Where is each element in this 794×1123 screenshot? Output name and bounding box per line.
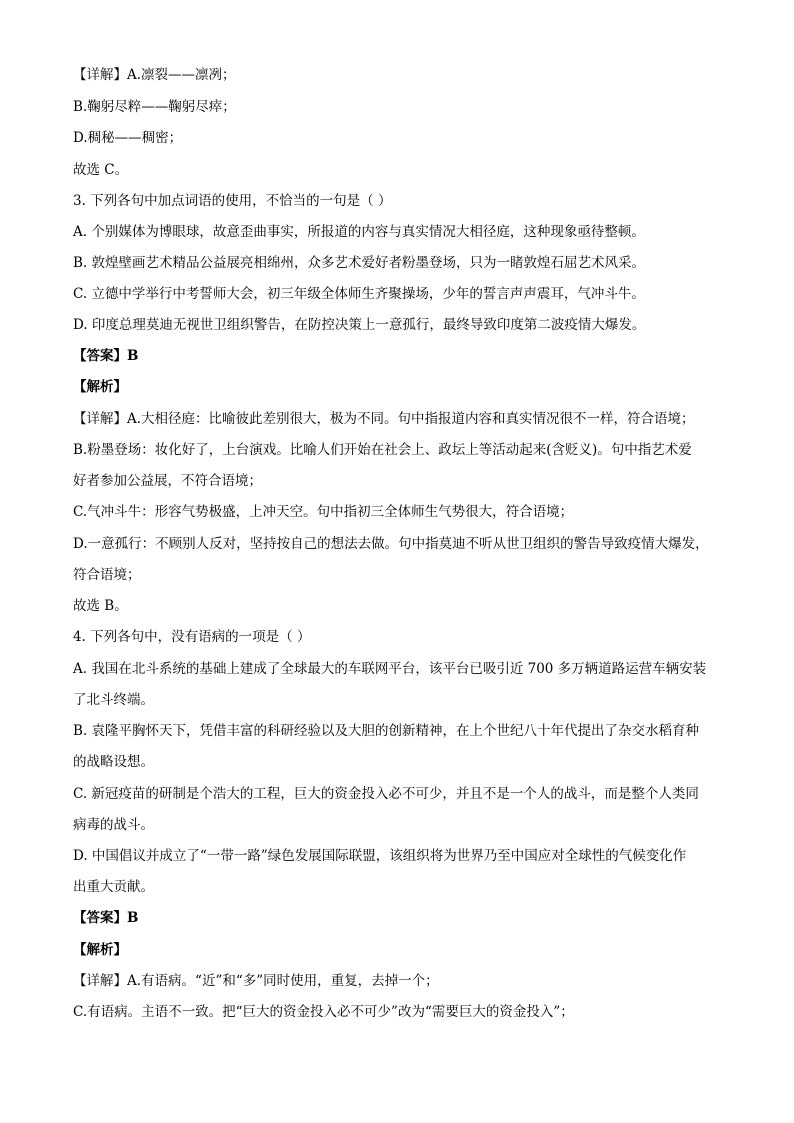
option-a-continued: 了北斗终端。: [73, 692, 154, 708]
option-c: C. 立德中学举行中考誓师大会，初三年级全体师生齐聚操场，少年的誓言声声震耳，气冲斗牛。: [73, 286, 645, 302]
text-line: 【详解】A.凛裂——凛冽；: [73, 67, 236, 83]
text-line: D.稠秘——稠密；: [73, 130, 183, 146]
option-d: D. 印度总理莫迪无视世卫组织警告，在防控决策上一意孤行，最终导致印度第二波疫情大爆发。: [73, 317, 646, 333]
answer-label: 【答案】B: [73, 910, 139, 926]
answer-label: 【答案】B: [73, 348, 139, 364]
option-d: D. 中国倡议并成立了“一带一路”绿色发展国际联盟，该组织将为世界乃至中国应对全球性的气候变化作: [73, 848, 687, 864]
text-line: C.有语病。主语不一致。把“巨大的资金投入必不可少”改为“需要巨大的资金投入”；: [73, 1004, 574, 1020]
text-line: 故选 B。: [73, 598, 128, 614]
analysis-label: 【解析】: [73, 379, 127, 395]
text-line: 【详解】A.有语病。“近”和“多”同时使用，重复，去掉一个；: [73, 973, 439, 989]
question-3-stem: 3. 下列各句中加点词语的使用，不恰当的一句是（ ）: [73, 193, 392, 209]
option-c: C. 新冠疫苗的研制是个浩大的工程，巨大的资金投入必不可少，并且不是一个人的战斗，而是整个人类同: [73, 786, 699, 802]
text-line: 好者参加公益展，不符合语境；: [73, 473, 262, 489]
question-4-stem: 4. 下列各句中，没有语病的一项是（ ）: [73, 629, 311, 645]
text-line: 【详解】A.大相径庭：比喻彼此差别很大，极为不同。句中指报道内容和真实情况很不一样，符合语境；: [73, 411, 695, 427]
option-a: A. 个别媒体为博眼球，故意歪曲事实，所报道的内容与真实情况大相径庭，这种现象亟待整顿。: [73, 224, 645, 240]
text-line: 故选 C。: [73, 162, 129, 178]
text-line: 符合语境；: [73, 567, 141, 583]
text-line: B.鞠躬尽粹——鞠躬尽瘁；: [73, 99, 236, 115]
text-line: B.粉墨登场：妆化好了，上台演戏。比喻人们开始在社会上、政坛上等活动起来(含贬义)。句中指艺术爱: [73, 442, 692, 458]
text-line: C.气冲斗牛：形容气势极盛，上冲天空。句中指初三全体师生气势很大，符合语境；: [73, 504, 574, 520]
option-b-continued: 的战略设想。: [73, 754, 154, 770]
option-c-continued: 病毒的战斗。: [73, 817, 154, 833]
option-b: B. 敦煌壁画艺术精品公益展亮相绵州，众多艺术爱好者粉墨登场，只为一睹敦煌石屈艺术风采。: [73, 255, 646, 271]
option-d-continued: 出重大贡献。: [73, 879, 154, 895]
option-b: B. 袁隆平胸怀天下，凭借丰富的科研经验以及大胆的创新精神，在上个世纪八十年代提出了杂交水稻育种: [73, 723, 700, 739]
text-line: D.一意孤行：不顾别人反对，坚持按自己的想法去做。句中指莫迪不听从世卫组织的警告导致疫情大爆发，: [73, 536, 709, 552]
option-a: A. 我国在北斗系统的基础上建成了全球最大的车联网平台，该平台已吸引近 700 多万辆道路运营车辆安装: [73, 661, 707, 677]
analysis-label: 【解析】: [73, 942, 127, 958]
